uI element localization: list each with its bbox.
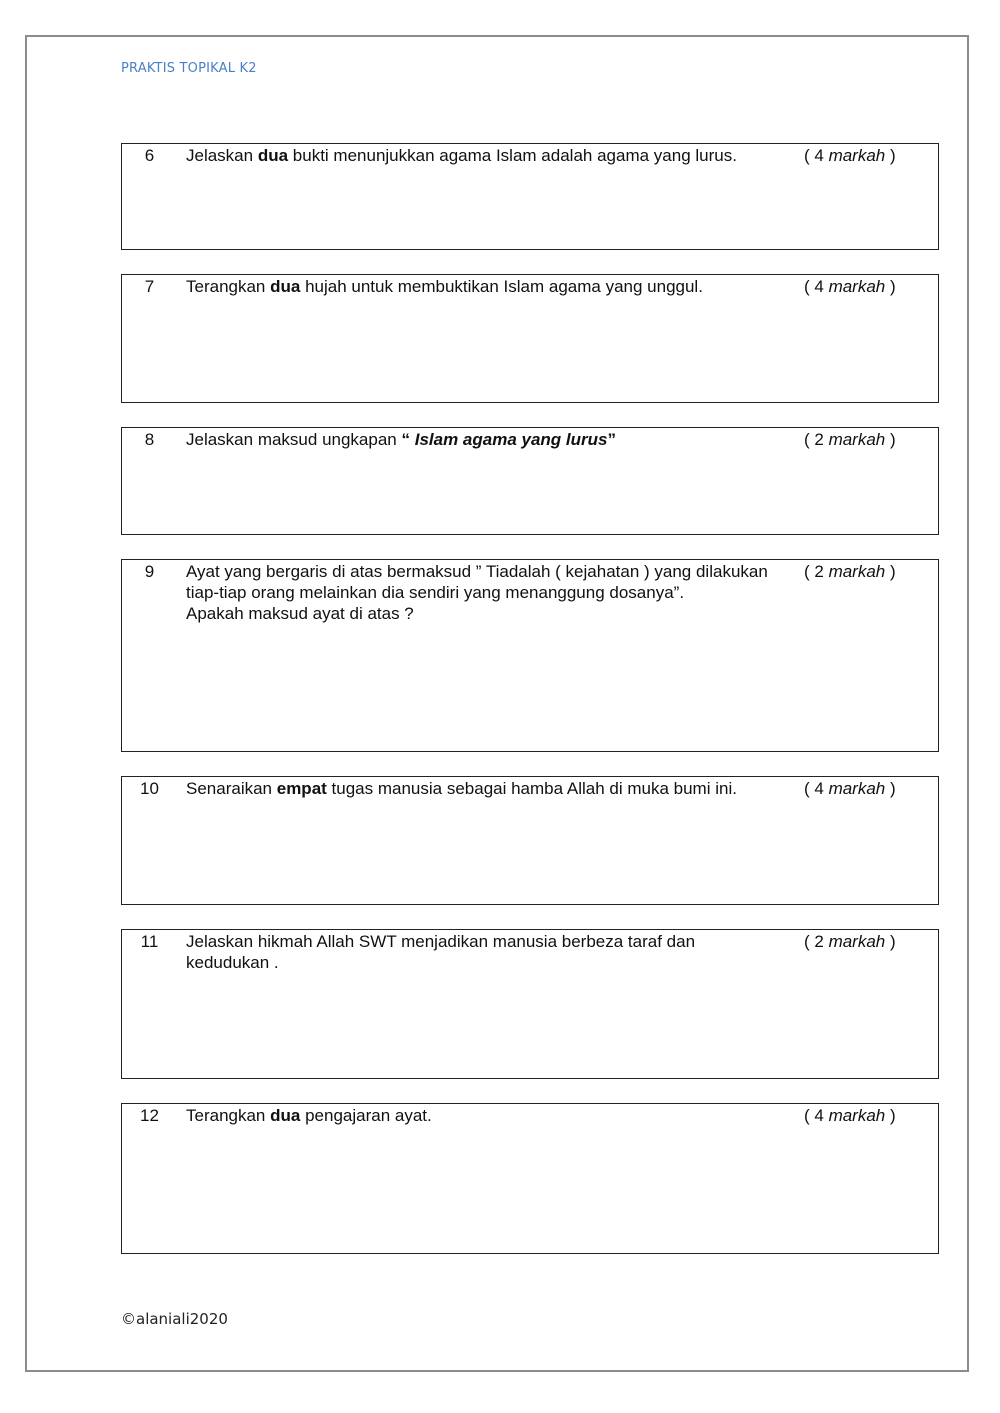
emphasis: dua <box>257 146 289 165</box>
marks-label: ( 2 markah ) <box>804 562 896 581</box>
copyright-footer: ©alaniali2020 <box>121 1310 228 1328</box>
question-text: Jelaskan maksud ungkapan “ Islam agama yang lurus” <box>186 430 616 449</box>
emphasis: empat <box>276 779 327 798</box>
marks-label: ( 2 markah ) <box>804 430 896 449</box>
question-text: Jelaskan dua bukti menunjukkan agama Islam adalah agama yang lurus. <box>186 146 737 165</box>
question-box-9 <box>121 559 939 752</box>
question-text: Jelaskan hikmah Allah SWT menjadikan manusia berbeza taraf dan kedudukan . <box>186 932 696 972</box>
marks-label: ( 4 markah ) <box>804 146 896 165</box>
question-box-6 <box>121 143 939 250</box>
question-box-12 <box>121 1103 939 1254</box>
question-box-8 <box>121 427 939 535</box>
marks-label: ( 4 markah ) <box>804 1106 896 1125</box>
question-number: 6 <box>144 146 155 165</box>
question-number: 7 <box>144 277 155 296</box>
question-text: Senaraikan empat tugas manusia sebagai hamba Allah di muka bumi ini. <box>186 779 737 798</box>
page-header: PRAKTIS TOPIKAL K2 <box>121 61 257 76</box>
marks-label: ( 4 markah ) <box>804 277 896 296</box>
emphasis: dua <box>270 277 301 296</box>
question-box-10 <box>121 776 939 905</box>
question-number: 11 <box>140 932 159 951</box>
question-text: Terangkan dua hujah untuk membuktikan Islam agama yang unggul. <box>186 277 703 296</box>
question-text: Ayat yang bergaris di atas bermaksud ” Tiadalah ( kejahatan ) yang dilakukan tiap-tiap orang melainkan dia sendiri yang menanggung dosanya”. Apakah maksud ayat di atas ? <box>186 562 768 623</box>
emphasis: Islam agama yang lurus <box>414 430 608 449</box>
question-number: 10 <box>140 779 159 798</box>
question-number: 8 <box>144 430 155 449</box>
marks-label: ( 4 markah ) <box>804 779 896 798</box>
marks-label: ( 2 markah ) <box>804 932 896 951</box>
question-number: 9 <box>144 562 155 581</box>
question-box-11 <box>121 929 939 1079</box>
question-text: Terangkan dua pengajaran ayat. <box>186 1106 432 1125</box>
emphasis: dua <box>270 1106 301 1125</box>
question-number: 12 <box>140 1106 159 1125</box>
question-box-7 <box>121 274 939 403</box>
